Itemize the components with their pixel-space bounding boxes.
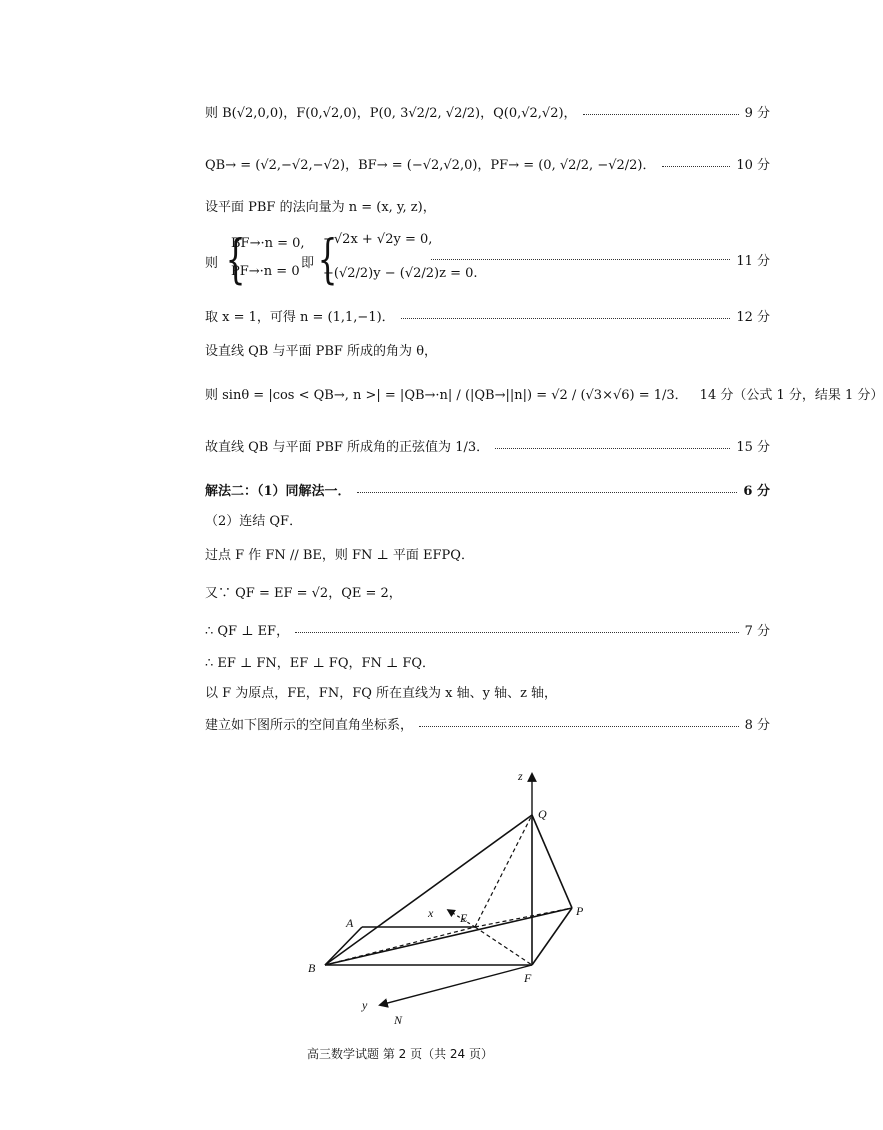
label-P: P <box>576 904 584 918</box>
solution-method-two-heading: 解法二：（1）同解法一． 6 分 <box>205 484 770 499</box>
label-E: E <box>460 911 468 925</box>
solution-line-coords: 则 B(√2,0,0)，F(0,√2,0)，P(0, 3√2/2, √2/2)，Q(0,√2,√2)， 9 分 <box>205 106 770 121</box>
label-Q: Q <box>538 807 547 821</box>
solution-line-perp2: ∴ EF ⊥ FN，EF ⊥ FQ，FN ⊥ FQ． <box>205 656 436 671</box>
y-axis <box>380 965 532 1005</box>
label-x: x <box>428 906 434 920</box>
solution-line-conclusion: 故直线 QB 与平面 PBF 所成角的正弦值为 1/3． 15 分 <box>205 440 770 455</box>
solution-line-sin: 则 sinθ = |cos < QB→, n >| = |QB→·n| / (|QB→||n|) = √2 / (√3×√6) = 1/3． 14 分（公式 1 分，结果 1 分） <box>205 388 883 403</box>
page-footer: 高三数学试题 第 2 页（共 24 页） <box>307 1047 493 1061</box>
label-y: y <box>362 998 368 1012</box>
solution-line-axes: 以 F 为原点，FE，FN，FQ 所在直线为 x 轴、y 轴、z 轴， <box>205 686 558 701</box>
solid-edges <box>325 815 572 965</box>
solution-line-coordinate-system: 建立如下图所示的空间直角坐标系， 8 分 <box>205 718 770 733</box>
label-F: F <box>524 971 532 985</box>
equation-system: 则 { BF→·n = 0, PF→·n = 0 即 { −√2x + √2y = 0, −(√2/2)y − (√2/2)z = 0. 11 分 <box>205 230 770 290</box>
solution-line-fn-parallel: 过点 F 作 FN // BE，则 FN ⊥ 平面 EFPQ． <box>205 548 474 563</box>
label-B: B <box>308 961 316 975</box>
label-z: z <box>518 769 523 783</box>
solution-line-normal-vector: 设平面 PBF 的法向量为 n = (x, y, z)， <box>205 200 436 215</box>
solution-line-vectors: QB→ = (√2,−√2,−√2)，BF→ = (−√2,√2,0)，PF→ = (0, √2/2, −√2/2)． 10 分 <box>205 158 770 173</box>
label-N: N <box>394 1013 403 1027</box>
solution-line-angle: 设直线 QB 与平面 PBF 所成的角为 θ， <box>205 344 438 359</box>
solution-line-connect: （2）连结 QF． <box>205 514 303 529</box>
label-A: A <box>346 916 354 930</box>
solution-line-lengths: 又∵ QF = EF = √2，QE = 2， <box>205 586 402 601</box>
solution-line-take-x: 取 x = 1，可得 n = (1,1,−1)． 12 分 <box>205 310 770 325</box>
dashed-edges <box>325 815 572 965</box>
solution-line-perp1: ∴ QF ⊥ EF， 7 分 <box>205 624 770 639</box>
